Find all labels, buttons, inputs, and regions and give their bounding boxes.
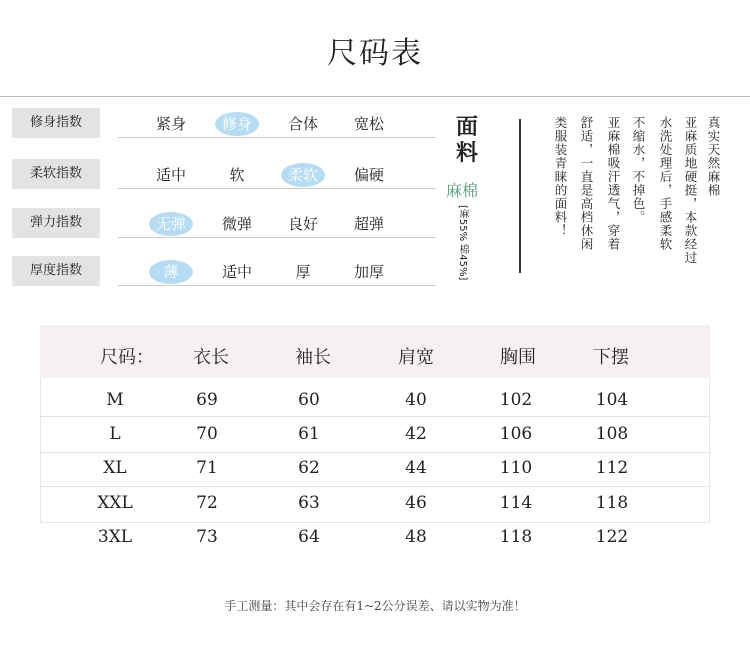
index-underline [118,137,436,138]
description-column: 亚麻棉吸汗透气，穿着 [606,116,621,251]
table-header-cell: 下摆 [593,347,629,368]
description-column: 类服装青睐的面料！ [553,116,568,238]
index-option-selected: 柔软 [281,163,325,187]
index-label: 弹力指数 [12,208,100,238]
index-row [12,159,442,189]
table-cell: 60 [298,390,320,410]
index-underline [118,188,436,189]
table-cell: 73 [196,527,218,547]
table-cell: 72 [196,493,218,513]
table-row-divider [40,486,710,487]
table-header-cell: 尺码： [100,347,154,368]
table-cell: 104 [595,390,629,410]
table-cell: M [106,390,124,410]
index-option: 偏硬 [353,166,384,184]
fabric-name: 麻棉 [446,181,479,200]
table-cell: 40 [405,390,427,410]
title-divider [0,96,750,97]
table-cell: 118 [595,493,629,513]
table-cell: 44 [405,458,427,478]
index-option-selected: 薄 [149,260,193,284]
table-header-cell: 衣长 [193,347,229,368]
table-cell: 71 [196,458,218,478]
index-row [12,208,442,238]
measurement-note: 手工测量：其中会存在有1~2公分误差、请以实物为准！ [224,599,526,613]
index-option: 宽松 [353,115,384,133]
index-option: 良好 [287,215,318,233]
table-cell: 106 [499,424,533,444]
table-cell: 114 [499,493,533,513]
table-cell: 42 [405,424,427,444]
table-cell: 122 [595,527,629,547]
index-underline [118,285,436,286]
table-cell: 46 [405,493,427,513]
description-column: 不缩水，不掉色。 [631,116,646,224]
table-cell: 112 [595,458,629,478]
description-column: 舒适，一直是高档休闲 [579,116,594,251]
index-option-selected: 无弹 [149,212,193,236]
index-option-selected: 修身 [215,112,259,136]
table-cell: 48 [405,527,427,547]
fabric-heading: 面料 [455,114,478,166]
table-cell: 62 [298,458,320,478]
index-underline [118,237,436,238]
table-cell: 118 [499,527,533,547]
table-cell: 110 [499,458,533,478]
index-row [12,108,442,138]
index-label: 柔软指数 [12,159,100,189]
table-cell: XL [103,458,127,478]
description-column: 水洗处理后，手感柔软 [658,116,673,251]
description-column: 真实天然麻棉 [706,116,721,197]
table-row-divider [40,416,710,417]
index-option: 厚 [295,263,311,281]
index-option: 适中 [221,263,252,281]
index-option: 紧身 [155,115,186,133]
index-option: 软 [229,166,245,184]
table-cell: 3XL [97,527,133,547]
index-option: 微弹 [221,215,252,233]
table-cell: 64 [298,527,320,547]
index-option: 合体 [287,115,318,133]
table-header-cell: 肩宽 [398,347,434,368]
page-title: 尺码表 [327,36,423,71]
index-option: 加厚 [353,263,384,281]
table-cell: 70 [196,424,218,444]
table-cell: XXL [97,493,133,513]
index-label: 修身指数 [12,108,100,138]
table-header-cell: 袖长 [295,347,331,368]
index-label: 厚度指数 [12,256,100,286]
table-cell: 108 [595,424,629,444]
description-column: 亚麻质地硬挺，本款经过 [683,116,698,265]
table-cell: 63 [298,493,320,513]
fabric-divider [519,119,521,273]
table-header-cell: 胸围 [500,347,536,368]
table-row-divider [40,452,710,453]
table-cell: L [109,424,121,444]
fabric-composition: [麻55% 棉45%] [457,205,468,281]
table-cell: 69 [196,390,218,410]
index-option: 超弹 [353,215,384,233]
table-cell: 102 [499,390,533,410]
index-option: 适中 [155,166,186,184]
table-cell: 61 [298,424,320,444]
index-row [12,256,442,286]
